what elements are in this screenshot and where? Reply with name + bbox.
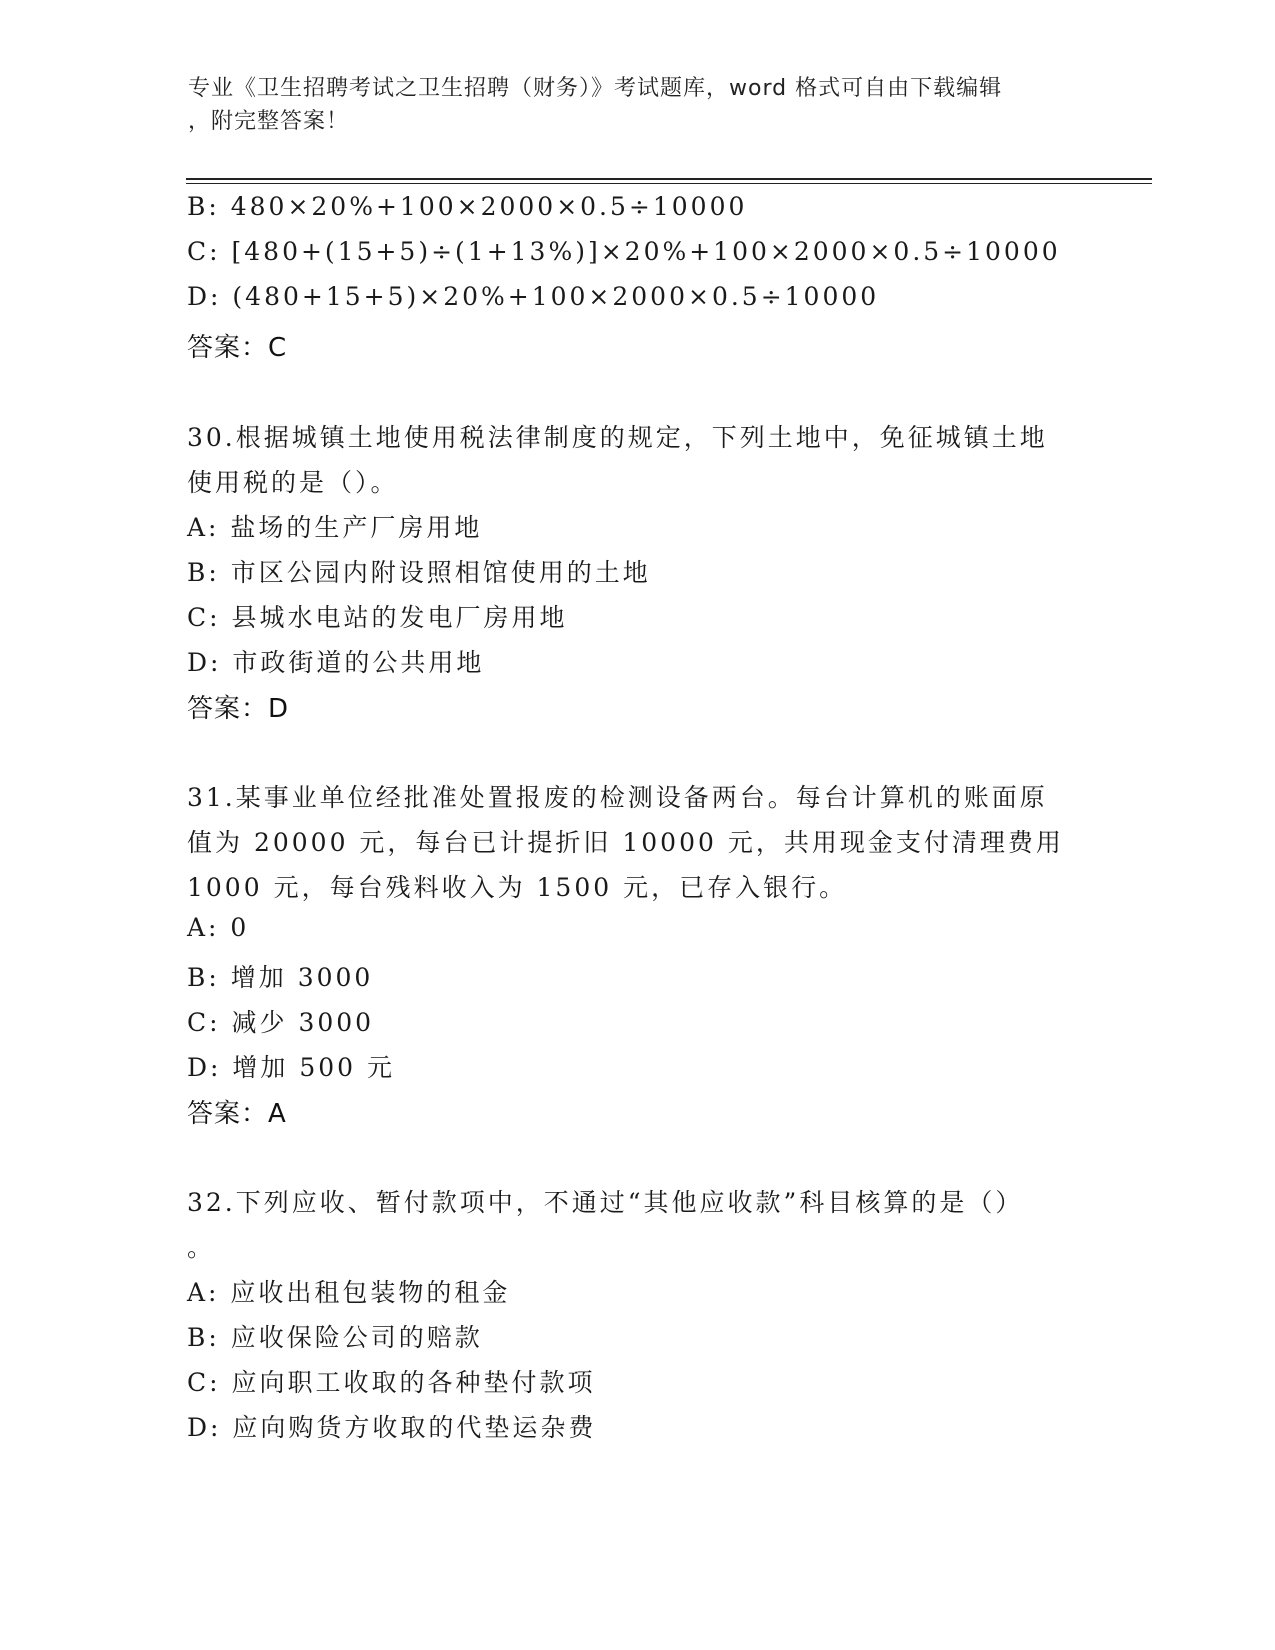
- header-line-2: ，附完整答案！: [188, 109, 350, 134]
- q31-stem-line-2: 值为 20000 元，每台已计提折旧 10000 元，共用现金支付清理费用: [187, 828, 1064, 857]
- q31-stem-line-1: 31.某事业单位经批准处置报废的检测设备两台。每台计算机的账面原: [187, 783, 1048, 812]
- header-divider-thick: [186, 178, 1152, 180]
- q31-option-c: C: 减少 3000: [187, 1008, 375, 1037]
- q30-option-b: B: 市区公园内附设照相馆使用的土地: [187, 558, 651, 587]
- q32-stem-line-2: 。: [187, 1233, 216, 1262]
- q31-option-d: D: 增加 500 元: [187, 1053, 396, 1082]
- q30-stem-line-2: 使用税的是（）。: [187, 468, 399, 497]
- header-line-1: 专业《卫生招聘考试之卫生招聘（财务）》考试题库，word 格式可自由下载编辑: [188, 76, 1003, 101]
- q32-option-c: C: 应向职工收取的各种垫付款项: [187, 1368, 596, 1397]
- q32-option-d: D: 应向购货方收取的代垫运杂费: [187, 1413, 597, 1442]
- q32-option-a: A: 应收出租包装物的租金: [187, 1278, 511, 1307]
- q29-answer: 答案：C: [187, 333, 288, 363]
- q30-stem-line-1: 30.根据城镇土地使用税法律制度的规定，下列土地中，免征城镇土地: [187, 423, 1048, 452]
- q32-option-b: B: 应收保险公司的赔款: [187, 1323, 483, 1352]
- q30-option-c: C: 县城水电站的发电厂房用地: [187, 603, 568, 632]
- q31-answer: 答案：A: [187, 1099, 287, 1129]
- header-divider-thin: [186, 183, 1152, 184]
- q30-option-d: D: 市政街道的公共用地: [187, 648, 485, 677]
- q29-option-d: D: (480+15+5)×20%+100×2000×0.5÷10000: [187, 282, 880, 311]
- q31-option-a: A: 0: [187, 913, 250, 942]
- q29-option-b: B: 480×20%+100×2000×0.5÷10000: [187, 192, 748, 221]
- q31-stem-line-3: 1000 元，每台残料收入为 1500 元，已存入银行。: [187, 873, 848, 902]
- q30-answer: 答案：D: [187, 694, 290, 724]
- q30-option-a: A: 盐场的生产厂房用地: [187, 513, 483, 542]
- q32-stem-line-1: 32.下列应收、暂付款项中，不通过“其他应收款”科目核算的是（）: [187, 1188, 1024, 1217]
- q29-option-c: C: [480+(15+5)÷(1+13%)]×20%+100×2000×0.5÷10000: [187, 237, 1061, 266]
- q31-option-b: B: 增加 3000: [187, 963, 374, 992]
- document-header: [188, 72, 1068, 138]
